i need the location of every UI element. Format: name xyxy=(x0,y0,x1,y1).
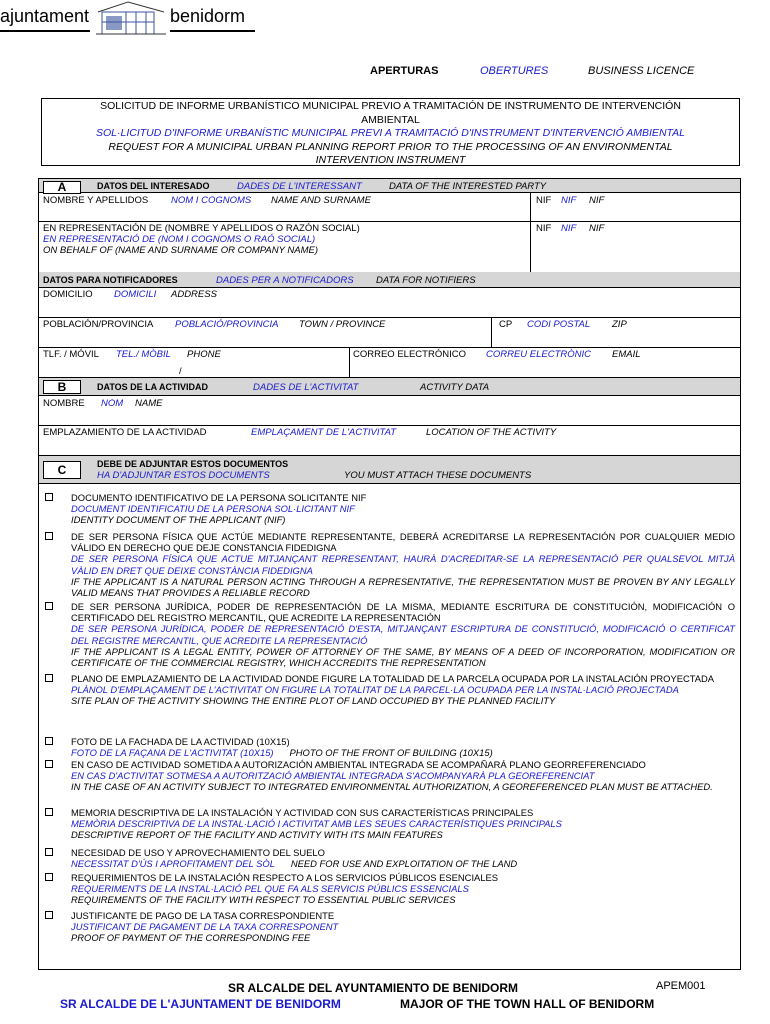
activity-name-label-ca: NOM xyxy=(101,398,124,409)
checklist-item-text xyxy=(71,910,735,944)
checkbox[interactable] xyxy=(45,911,53,919)
checklist-item-text xyxy=(71,531,735,598)
item-text-en: IDENTITY DOCUMENT OF THE APPLICANT (NIF) xyxy=(71,514,286,526)
nif2-label-es: NIF xyxy=(536,223,552,234)
activity-name-field[interactable] xyxy=(39,396,740,426)
address-label-ca: DOMICILI xyxy=(114,289,157,300)
item-text-ca: DE SER PERSONA FÍSICA QUE ACTUE MITJANÇANT REPRESENTANT, HAURÀ D'ACREDITAR-SE LA REPRESENTACIÓ PER QUALSEVOL MITJÀ VÀLID EN DRET QUE DEIXE CONSTÀNCIA FIDEDIGNA xyxy=(71,553,735,576)
checklist-item-text xyxy=(71,736,735,758)
section-c-title-es: DEBE DE ADJUNTAR ESTOS DOCUMENTOS xyxy=(97,459,289,469)
section-c-letter: C xyxy=(43,461,81,479)
phone-email-field[interactable] xyxy=(39,348,740,378)
notifiers-header xyxy=(39,272,740,288)
section-a-letter: A xyxy=(43,181,81,194)
logo-word-ajuntament: ajuntament xyxy=(0,6,90,26)
town-field[interactable] xyxy=(39,318,740,348)
checkbox[interactable] xyxy=(45,737,53,745)
checkbox[interactable] xyxy=(45,602,53,610)
item-text-ca: NECESSITAT D'ÚS I APROFITAMENT DEL SÒL xyxy=(71,858,275,870)
checkbox[interactable] xyxy=(45,873,53,881)
item-text-ca: DOCUMENT IDENTIFICATIU DE LA PERSONA SOL·LICITANT NIF xyxy=(71,503,355,515)
item-text-es: MEMORIA DESCRIPTIVA DE LA INSTALACIÓN Y ACTIVIDAD CON SUS CARACTERÍSTICAS PRINCIPALES xyxy=(71,807,534,818)
checkbox[interactable] xyxy=(45,760,53,768)
section-c-title-en: YOU MUST ATTACH THESE DOCUMENTS xyxy=(344,470,532,481)
checklist-item-text xyxy=(71,492,735,526)
footer-recipient-es: SR ALCALDE DEL AYUNTAMIENTO DE BENIDORM xyxy=(228,981,519,995)
name-label-en: NAME AND SURNAME xyxy=(271,195,371,206)
section-a-title-ca: DADES DE L'INTERESSANT xyxy=(237,181,362,192)
nif2-label-ca: NIF xyxy=(561,223,577,234)
section-a-title-es: DATOS DEL INTERESADO xyxy=(97,181,210,191)
item-text-en: PROOF OF PAYMENT OF THE CORRESPONDING FEE xyxy=(71,932,311,944)
item-text-es: DE SER PERSONA FÍSICA QUE ACTÚE MEDIANTE REPRESENTANTE, DEBERÁ ACREDITARSE LA REPRESENTACIÓN POR CUALQUIER MEDIO VÁLIDO EN DERECHO QUE DEJE CONSTANCIA FIDEDIGNA xyxy=(71,531,735,554)
item-text-en: NEED FOR USE AND EXPLOITATION OF THE LAND xyxy=(290,858,518,870)
item-text-ca: EN CAS D'ACTIVITAT SOTMESA A AUTORITZACIÓ AMBIENTAL INTEGRADA S'ACOMPANYARÀ PLA GEOREFERENCIAT xyxy=(71,770,595,782)
item-text-ca: REQUERIMENTS DE LA INSTAL·LACIÓ PEL QUE FA ALS SERVICIS PÚBLICS ESSENCIALS xyxy=(71,883,469,895)
ajuntament-benidorm-logo xyxy=(0,0,260,40)
logo-word-benidorm: benidorm xyxy=(170,6,246,26)
checkbox[interactable] xyxy=(45,532,53,540)
item-text-ca: PLÀNOL D'EMPLAÇAMENT DE L'ACTIVITAT ON FIGURE LA TOTALITAT DE LA PARCEL·LA OCUPADA PER LA INSTAL·LACIÓ PROJECTADA xyxy=(71,684,679,696)
form-title-box xyxy=(41,98,740,166)
phone-label-en: PHONE xyxy=(187,349,221,360)
nif-label-ca: NIF xyxy=(561,195,577,206)
item-text-ca: MEMÒRIA DESCRIPTIVA DE LA INSTAL·LACIÓ I ACTIVITAT AMB LES SEUES CARACTERÍSTIQUES PRINCIPALS xyxy=(71,818,562,830)
section-b-title-es: DATOS DE LA ACTIVIDAD xyxy=(97,382,209,392)
item-text-ca: DE SER PERSONA JURÍDICA, PODER DE REPRESENTACIÓ D'ESTA, MITJANÇANT ESCRIPTURA DE CONSTITUCIÓ, MODIFICACIÓ O CERTIFICAT DEL REGISTRE MERCANTIL, QUE ACREDITE LA REPRESENTACIÓ xyxy=(71,623,735,646)
checklist-item-text xyxy=(71,673,735,707)
checklist-item-text xyxy=(71,759,735,793)
title-ca: SOL·LICITUD D'INFORME URBANÍSTIC MUNICIPAL PREVI A TRAMITACIÓ D'INSTRUMENT D'INTERVENCIÓ AMBIENTAL xyxy=(95,127,685,139)
notifiers-title-es: DATOS PARA NOTIFICADORES xyxy=(43,275,178,285)
name-label-ca: NOM I COGNOMS xyxy=(171,195,252,206)
address-label-en: ADDRESS xyxy=(171,289,217,300)
address-field[interactable] xyxy=(39,288,740,318)
item-text-es: PLANO DE EMPLAZAMIENTO DE LA ACTIVIDAD DONDE FIGURE LA TOTALIDAD DE LA PARCELA OCUPADA POR LA INSTALACIÓN PROYECTADA xyxy=(71,673,715,684)
footer-recipient-en: MAJOR OF THE TOWN HALL OF BENIDORM xyxy=(400,997,655,1011)
building-logo-icon xyxy=(96,0,168,40)
divider xyxy=(491,318,492,347)
phone-label-ca: TEL./ MÒBIL xyxy=(116,349,171,360)
checkbox[interactable] xyxy=(45,808,53,816)
section-a-title-en: DATA OF THE INTERESTED PARTY xyxy=(389,181,547,192)
divider xyxy=(530,193,531,221)
item-text-en: IN THE CASE OF AN ACTIVITY SUBJECT TO INTEGRATED ENVIRONMENTAL AUTHORIZATION, A GEOREFERENCED PLAN MUST BE ATTACHED. xyxy=(71,781,713,793)
section-b-letter: B xyxy=(43,380,81,394)
town-label-ca: POBLACIÓ/PROVINCIA xyxy=(175,319,279,330)
rep-label-en: ON BEHALF OF (NAME AND SURNAME OR COMPANY NAME) xyxy=(43,245,319,256)
nif-label-es: NIF xyxy=(536,195,552,206)
item-text-es: NECESIDAD DE USO Y APROVECHAMIENTO DEL SUELO xyxy=(71,847,325,858)
rep-label-ca: EN REPRESENTACIÓ DE (NOM I COGNOMS O RAÓ SOCIAL) xyxy=(43,234,316,245)
email-label-en: EMAIL xyxy=(612,349,641,360)
logo-underline-left xyxy=(0,30,90,32)
rep-label-es: EN REPRESENTACIÓN DE (NOMBRE Y APELLIDOS O RAZÓN SOCIAL) xyxy=(43,223,360,234)
checklist-item-text xyxy=(71,847,735,869)
form-code: APEM001 xyxy=(656,980,706,992)
activity-location-label-en: LOCATION OF THE ACTIVITY xyxy=(426,427,557,438)
name-label-es: NOMBRE Y APELLIDOS xyxy=(43,195,149,206)
nif-label-en: NIF xyxy=(589,195,605,206)
email-label-ca: CORREU ELECTRÒNIC xyxy=(486,349,592,360)
footer-recipient-ca: SR ALCALDE DE L'AJUNTAMENT DE BENIDORM xyxy=(60,997,341,1011)
item-text-en: SITE PLAN OF THE ACTIVITY SHOWING THE ENTIRE PLOT OF LAND OCCUPIED BY THE PLANNED FACILITY xyxy=(71,695,556,707)
divider xyxy=(530,222,531,279)
item-text-en: PHOTO OF THE FRONT OF BUILDING (10X15) xyxy=(289,747,493,759)
nif2-label-en: NIF xyxy=(589,223,605,234)
activity-location-label-ca: EMPLAÇAMENT DE L'ACTIVITAT xyxy=(251,427,397,438)
checklist-item-text xyxy=(71,601,735,668)
address-label-es: DOMICILIO xyxy=(43,289,93,300)
divider xyxy=(349,348,350,377)
activity-location-label-es: EMPLAZAMIENTO DE LA ACTIVIDAD xyxy=(43,427,207,438)
section-b-header xyxy=(39,378,740,396)
header-aperturas: APERTURAS xyxy=(370,65,439,77)
section-b-title-ca: DADES DE L'ACTIVITAT xyxy=(253,382,359,393)
activity-name-label-en: NAME xyxy=(135,398,163,409)
item-text-es: EN CASO DE ACTIVIDAD SOMETIDA A AUTORIZACIÓN AMBIENTAL INTEGRADA SE ACOMPAÑARÁ PLANO GEORREFERENCIADO xyxy=(71,759,646,770)
zip-label-ca: CODI POSTAL xyxy=(527,319,591,330)
checklist-item-text xyxy=(71,807,735,841)
notifiers-title-en: DATA FOR NOTIFIERS xyxy=(376,275,476,286)
item-text-ca: FOTO DE LA FAÇANA DE L'ACTIVITAT (10X15) xyxy=(71,747,274,759)
application-form xyxy=(38,178,741,970)
town-label-es: POBLACIÓN/PROVINCIA xyxy=(43,319,154,330)
item-text-en: REQUIREMENTS OF THE FACILITY WITH RESPECT TO ESSENTIAL PUBLIC SERVICES xyxy=(71,894,456,906)
item-text-es: FOTO DE LA FACHADA DE LA ACTIVIDAD (10X15) xyxy=(71,736,290,747)
item-text-en: DESCRIPTIVE REPORT OF THE FACILITY AND ACTIVITY WITH ITS MAIN FEATURES xyxy=(71,829,443,841)
item-text-es: JUSTIFICANTE DE PAGO DE LA TASA CORRESPONDIENTE xyxy=(71,910,335,921)
header-business-licence: BUSINESS LICENCE xyxy=(588,65,695,77)
checkbox[interactable] xyxy=(45,674,53,682)
zip-label-en: ZIP xyxy=(612,319,627,330)
item-text-es: DOCUMENTO IDENTIFICATIVO DE LA PERSONA SOLICITANTE NIF xyxy=(71,492,367,503)
item-text-en: IF THE APPLICANT IS A LEGAL ENTITY, POWER OF ATTORNEY OF THE SAME, BY MEANS OF A DEED OF INCORPORATION, MODIFICATION OR CERTIFICATE OF THE COMMERCIAL REGISTRY, WHICH ACCREDITS THE REPRESENTATION xyxy=(71,645,735,669)
header-obertures: OBERTURES xyxy=(480,65,549,77)
notifiers-title-ca: DADES PER A NOTIFICADORS xyxy=(216,275,354,286)
title-en: REQUEST FOR A MUNICIPAL URBAN PLANNING REPORT PRIOR TO THE PROCESSING OF AN ENVIRONMENTAL INTERVENTION INSTRUMENT xyxy=(108,140,673,166)
item-text-en: IF THE APPLICANT IS A NATURAL PERSON ACTING THROUGH A REPRESENTATIVE, THE REPRESENTATION MUST BE PROVEN BY ANY LEGALLY VALID MEANS THAT PROVIDES A RELIABLE RECORD xyxy=(71,575,735,599)
activity-location-field[interactable] xyxy=(39,426,740,456)
item-text-es: REQUERIMIENTOS DE LA INSTALACIÓN RESPECTO A LOS SERVICIOS PÚBLICOS ESENCIALES xyxy=(71,872,499,883)
activity-name-label-es: NOMBRE xyxy=(43,398,85,409)
item-text-ca: JUSTIFICANT DE PAGAMENT DE LA TAXA CORRESPONENT xyxy=(71,921,339,933)
name-field[interactable] xyxy=(39,193,740,222)
zip-label-es: CP xyxy=(499,319,513,330)
checkbox[interactable] xyxy=(45,848,53,856)
item-text-es: DE SER PERSONA JURÍDICA, PODER DE REPRESENTACIÓN DE LA MISMA, MEDIANTE ESCRITURA DE CONSTITUCIÓN, MODIFICACIÓN O CERTIFICADO DEL REGISTRO MERCANTIL, QUE ACREDITE LA REPRESENTACIÓN xyxy=(71,601,735,624)
email-label-es: CORREO ELECTRÓNICO xyxy=(353,349,466,360)
town-label-en: TOWN / PROVINCE xyxy=(299,319,386,330)
section-c-title-ca: HA D'ADJUNTAR ESTOS DOCUMENTS xyxy=(97,470,270,481)
logo-underline-right xyxy=(170,30,255,32)
checkbox[interactable] xyxy=(45,493,53,501)
title-es: SOLICITUD DE INFORME URBANÍSTICO MUNICIPAL PREVIO A TRAMITACIÓN DE INSTRUMENTO DE INTERVENCIÓN AMBIENTAL xyxy=(100,100,681,126)
section-c-header xyxy=(39,456,740,484)
checklist-item-text xyxy=(71,872,735,906)
phone-label-es: TLF. / MÓVIL xyxy=(43,349,99,360)
phone-slash: / xyxy=(179,366,182,377)
section-a-header xyxy=(39,179,740,193)
section-b-title-en: ACTIVITY DATA xyxy=(420,382,490,393)
